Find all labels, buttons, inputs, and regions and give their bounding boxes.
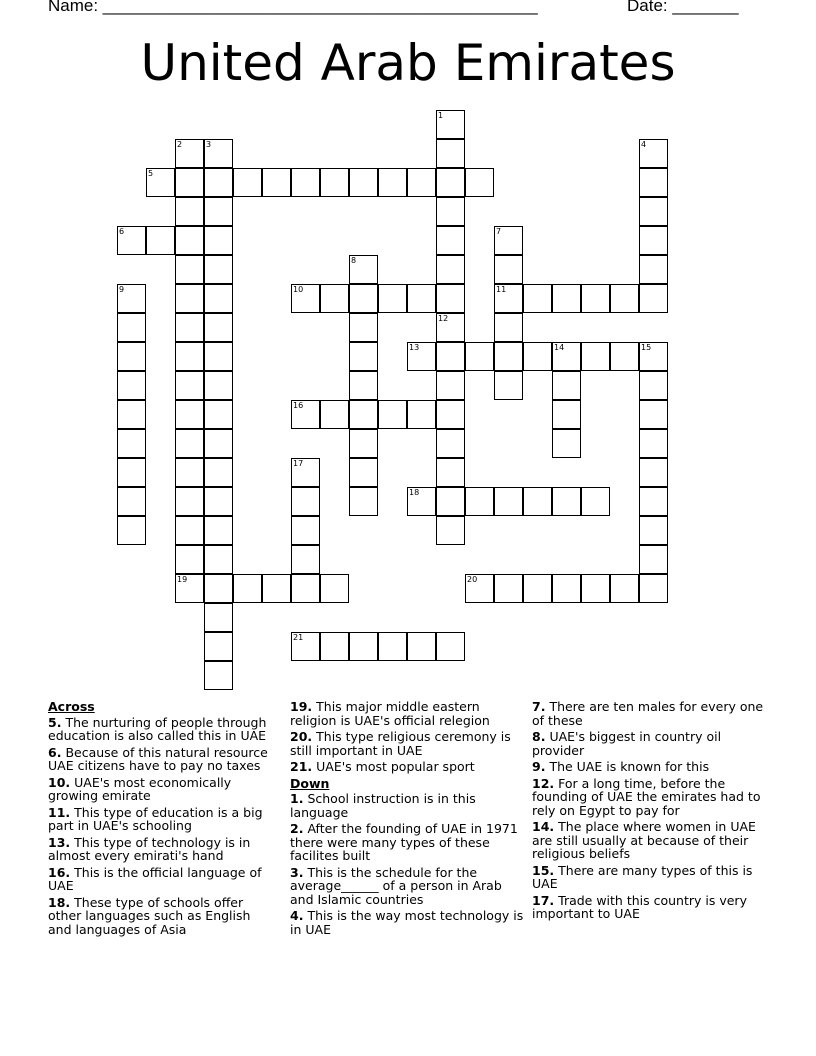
grid-cell[interactable] bbox=[117, 516, 146, 545]
grid-cell[interactable] bbox=[494, 255, 523, 284]
date-field-label: Date: _______ bbox=[627, 0, 739, 15]
clue-column-1 bbox=[48, 700, 274, 939]
grid-cell[interactable] bbox=[117, 226, 146, 255]
clue-number: 4 bbox=[641, 140, 647, 149]
grid-cell[interactable] bbox=[320, 574, 349, 603]
grid-cell[interactable] bbox=[407, 400, 436, 429]
grid-cell[interactable] bbox=[436, 371, 465, 400]
grid-cell[interactable] bbox=[175, 400, 204, 429]
grid-cell[interactable] bbox=[552, 371, 581, 400]
clue-across-5: 5. The nurturing of people through education is also called this in UAE bbox=[48, 714, 267, 743]
grid-cell[interactable] bbox=[436, 400, 465, 429]
clue-number: 21 bbox=[293, 633, 304, 642]
grid-cell[interactable] bbox=[465, 574, 494, 603]
clue-number: 13 bbox=[409, 343, 420, 352]
grid-cell[interactable] bbox=[349, 255, 378, 284]
clue-across-6: 6. Because of this natural resource UAE citizens have to pay no taxes bbox=[48, 744, 268, 773]
grid-cell[interactable] bbox=[291, 632, 320, 661]
grid-cell[interactable] bbox=[639, 284, 668, 313]
grid-cell[interactable] bbox=[639, 487, 668, 516]
grid-cell[interactable] bbox=[436, 342, 465, 371]
grid-cell[interactable] bbox=[610, 574, 639, 603]
clue-number: 11 bbox=[496, 285, 507, 294]
grid-cell[interactable] bbox=[291, 400, 320, 429]
clue-across-11: 11. This type of education is a big part in UAE's schooling bbox=[48, 804, 263, 833]
grid-cell[interactable] bbox=[291, 284, 320, 313]
grid-cell[interactable] bbox=[436, 139, 465, 168]
grid-cell[interactable] bbox=[204, 226, 233, 255]
grid-cell[interactable] bbox=[291, 545, 320, 574]
grid-cell[interactable] bbox=[349, 458, 378, 487]
grid-cell[interactable] bbox=[349, 632, 378, 661]
grid-cell[interactable] bbox=[552, 400, 581, 429]
grid-cell[interactable] bbox=[117, 342, 146, 371]
grid-cell[interactable] bbox=[146, 226, 175, 255]
clue-number: 1 bbox=[438, 111, 444, 120]
grid-cell[interactable] bbox=[117, 458, 146, 487]
grid-cell[interactable] bbox=[639, 371, 668, 400]
grid-cell[interactable] bbox=[117, 487, 146, 516]
grid-cell[interactable] bbox=[407, 284, 436, 313]
grid-cell[interactable] bbox=[639, 197, 668, 226]
grid-cell[interactable] bbox=[639, 342, 668, 371]
down-heading: Down bbox=[290, 775, 330, 791]
clue-number: 5 bbox=[148, 169, 154, 178]
grid-cell[interactable] bbox=[175, 516, 204, 545]
grid-cell[interactable] bbox=[320, 284, 349, 313]
grid-cell[interactable] bbox=[523, 574, 552, 603]
clue-down-14: 14. The place where women in UAE are still usually at because of their religious beliefs bbox=[532, 819, 756, 861]
grid-cell[interactable] bbox=[639, 458, 668, 487]
clue-down-17: 17. Trade with this country is very important to UAE bbox=[532, 892, 747, 921]
grid-cell[interactable] bbox=[175, 139, 204, 168]
grid-cell[interactable] bbox=[378, 400, 407, 429]
grid-cell[interactable] bbox=[436, 458, 465, 487]
grid-cell[interactable] bbox=[175, 168, 204, 197]
clue-across-21: 21. UAE's most popular sport bbox=[290, 759, 475, 774]
grid-cell[interactable] bbox=[349, 168, 378, 197]
grid-cell[interactable] bbox=[204, 313, 233, 342]
grid-cell[interactable] bbox=[320, 168, 349, 197]
grid-cell[interactable] bbox=[552, 284, 581, 313]
grid-cell[interactable] bbox=[175, 429, 204, 458]
grid-cell[interactable] bbox=[204, 371, 233, 400]
grid-cell[interactable] bbox=[175, 255, 204, 284]
grid-cell[interactable] bbox=[494, 371, 523, 400]
clue-number: 20 bbox=[467, 575, 478, 584]
grid-cell[interactable] bbox=[436, 429, 465, 458]
grid-cell[interactable] bbox=[494, 226, 523, 255]
grid-cell[interactable] bbox=[378, 284, 407, 313]
grid-cell[interactable] bbox=[552, 342, 581, 371]
grid-cell[interactable] bbox=[204, 574, 233, 603]
clue-across-20: 20. This type religious ceremony is still important in UAE bbox=[290, 729, 511, 758]
grid-cell[interactable] bbox=[204, 661, 233, 690]
grid-cell[interactable] bbox=[436, 110, 465, 139]
grid-cell[interactable] bbox=[465, 342, 494, 371]
grid-cell[interactable] bbox=[349, 429, 378, 458]
clue-number: 8 bbox=[351, 256, 357, 265]
grid-cell[interactable] bbox=[175, 574, 204, 603]
clue-number: 15 bbox=[641, 343, 652, 352]
clue-number: 10 bbox=[293, 285, 304, 294]
grid-cell[interactable] bbox=[378, 632, 407, 661]
grid-cell[interactable] bbox=[639, 139, 668, 168]
grid-cell[interactable] bbox=[204, 284, 233, 313]
grid-cell[interactable] bbox=[117, 429, 146, 458]
grid-cell[interactable] bbox=[465, 487, 494, 516]
grid-cell[interactable] bbox=[175, 342, 204, 371]
grid-cell[interactable] bbox=[436, 197, 465, 226]
grid-cell[interactable] bbox=[436, 516, 465, 545]
grid-cell[interactable] bbox=[552, 429, 581, 458]
grid-cell[interactable] bbox=[117, 284, 146, 313]
grid-cell[interactable] bbox=[146, 168, 175, 197]
grid-cell[interactable] bbox=[407, 168, 436, 197]
clue-down-15: 15. There are many types of this is UAE bbox=[532, 862, 753, 891]
grid-cell[interactable] bbox=[581, 342, 610, 371]
grid-cell[interactable] bbox=[581, 574, 610, 603]
clue-number: 12 bbox=[438, 314, 449, 323]
grid-cell[interactable] bbox=[639, 516, 668, 545]
grid-cell[interactable] bbox=[407, 487, 436, 516]
grid-cell[interactable] bbox=[204, 342, 233, 371]
clue-column-2 bbox=[290, 700, 526, 939]
grid-cell[interactable] bbox=[639, 545, 668, 574]
grid-cell[interactable] bbox=[436, 168, 465, 197]
grid-cell[interactable] bbox=[436, 255, 465, 284]
clue-down-12: 12. For a long time, before the founding of UAE the emirates had to rely on Egypt to pay for bbox=[532, 775, 761, 818]
grid-cell[interactable] bbox=[175, 545, 204, 574]
clue-number: 14 bbox=[554, 343, 565, 352]
clue-column-3 bbox=[532, 700, 768, 924]
grid-cell[interactable] bbox=[233, 574, 262, 603]
clue-across-19: 19. This major middle eastern religion is UAE's official relegion bbox=[290, 699, 490, 728]
grid-cell[interactable] bbox=[436, 226, 465, 255]
grid-cell[interactable] bbox=[494, 284, 523, 313]
grid-cell[interactable] bbox=[262, 168, 291, 197]
grid-cell[interactable] bbox=[204, 487, 233, 516]
grid-cell[interactable] bbox=[175, 458, 204, 487]
grid-cell[interactable] bbox=[436, 632, 465, 661]
grid-cell[interactable] bbox=[465, 168, 494, 197]
across-heading: Across bbox=[48, 699, 95, 714]
grid-cell[interactable] bbox=[494, 487, 523, 516]
grid-cell[interactable] bbox=[204, 139, 233, 168]
clue-number: 9 bbox=[119, 285, 125, 294]
clue-number: 2 bbox=[177, 140, 183, 149]
clue-down-2: 2. After the founding of UAE in 1971 there were many types of these facilites built bbox=[290, 821, 518, 863]
clue-down-9: 9. The UAE is known for this bbox=[532, 759, 710, 774]
grid-cell[interactable] bbox=[175, 226, 204, 255]
grid-cell[interactable] bbox=[436, 284, 465, 313]
grid-cell[interactable] bbox=[610, 342, 639, 371]
grid-cell[interactable] bbox=[494, 574, 523, 603]
grid-cell[interactable] bbox=[349, 313, 378, 342]
grid-cell[interactable] bbox=[204, 400, 233, 429]
clue-across-16: 16. This is the official language of UAE bbox=[48, 864, 262, 893]
grid-cell[interactable] bbox=[552, 487, 581, 516]
clue-across-13: 13. This type of technology is in almost every emirati's hand bbox=[48, 834, 251, 863]
grid-cell[interactable] bbox=[262, 574, 291, 603]
grid-cell[interactable] bbox=[523, 487, 552, 516]
clue-number: 17 bbox=[293, 459, 304, 468]
clue-across-10: 10. UAE's most economically growing emirate bbox=[48, 774, 232, 803]
grid-cell[interactable] bbox=[291, 458, 320, 487]
grid-cell[interactable] bbox=[291, 168, 320, 197]
grid-cell[interactable] bbox=[349, 400, 378, 429]
grid-cell[interactable] bbox=[320, 400, 349, 429]
grid-cell[interactable] bbox=[320, 632, 349, 661]
clue-down-8: 8. UAE's biggest in country oil provider bbox=[532, 729, 722, 758]
grid-cell[interactable] bbox=[117, 400, 146, 429]
grid-cell[interactable] bbox=[175, 197, 204, 226]
grid-cell[interactable] bbox=[204, 197, 233, 226]
grid-cell[interactable] bbox=[407, 632, 436, 661]
grid-cell[interactable] bbox=[378, 168, 407, 197]
grid-cell[interactable] bbox=[639, 255, 668, 284]
grid-cell[interactable] bbox=[117, 313, 146, 342]
grid-cell[interactable] bbox=[349, 487, 378, 516]
clue-across-18: 18. These type of schools offer other languages such as English and languages of Asia bbox=[48, 894, 251, 937]
grid-cell[interactable] bbox=[523, 342, 552, 371]
grid-cell[interactable] bbox=[639, 429, 668, 458]
grid-cell[interactable] bbox=[610, 284, 639, 313]
grid-cell[interactable] bbox=[581, 487, 610, 516]
grid-cell[interactable] bbox=[204, 255, 233, 284]
grid-cell[interactable] bbox=[233, 168, 262, 197]
grid-cell[interactable] bbox=[436, 487, 465, 516]
name-field-label: Name: ______________________________________________ bbox=[48, 0, 538, 15]
grid-cell[interactable] bbox=[523, 284, 552, 313]
grid-cell[interactable] bbox=[639, 574, 668, 603]
clue-down-4: 4. This is the way most technology is in UAE bbox=[290, 908, 524, 937]
clue-down-7: 7. There are ten males for every one of these bbox=[532, 699, 764, 728]
grid-cell[interactable] bbox=[436, 313, 465, 342]
clue-number: 6 bbox=[119, 227, 125, 236]
grid-cell[interactable] bbox=[552, 574, 581, 603]
clue-down-1: 1. School instruction is in this language bbox=[290, 791, 476, 820]
grid-cell[interactable] bbox=[204, 545, 233, 574]
grid-cell[interactable] bbox=[291, 574, 320, 603]
grid-cell[interactable] bbox=[407, 342, 436, 371]
grid-cell[interactable] bbox=[204, 603, 233, 632]
grid-cell[interactable] bbox=[349, 371, 378, 400]
grid-cell[interactable] bbox=[639, 226, 668, 255]
grid-cell[interactable] bbox=[175, 371, 204, 400]
grid-cell[interactable] bbox=[204, 168, 233, 197]
clue-number: 18 bbox=[409, 488, 420, 497]
grid-cell[interactable] bbox=[639, 168, 668, 197]
clue-number: 7 bbox=[496, 227, 502, 236]
grid-cell[interactable] bbox=[204, 458, 233, 487]
clue-number: 19 bbox=[177, 575, 188, 584]
grid-cell[interactable] bbox=[175, 313, 204, 342]
grid-cell[interactable] bbox=[639, 400, 668, 429]
clue-down-3: 3. This is the schedule for the average______ of a person in Arab and Islamic countries bbox=[290, 864, 502, 907]
grid-cell[interactable] bbox=[349, 284, 378, 313]
grid-cell[interactable] bbox=[291, 487, 320, 516]
clue-number: 3 bbox=[206, 140, 212, 149]
grid-cell[interactable] bbox=[204, 429, 233, 458]
grid-cell[interactable] bbox=[291, 516, 320, 545]
clue-number: 16 bbox=[293, 401, 304, 410]
grid-cell[interactable] bbox=[175, 487, 204, 516]
grid-cell[interactable] bbox=[204, 632, 233, 661]
grid-cell[interactable] bbox=[494, 313, 523, 342]
grid-cell[interactable] bbox=[175, 284, 204, 313]
grid-cell[interactable] bbox=[117, 371, 146, 400]
page-title: United Arab Emirates bbox=[140, 34, 676, 92]
grid-cell[interactable] bbox=[581, 284, 610, 313]
grid-cell[interactable] bbox=[204, 516, 233, 545]
grid-cell[interactable] bbox=[349, 342, 378, 371]
grid-cell[interactable] bbox=[494, 342, 523, 371]
